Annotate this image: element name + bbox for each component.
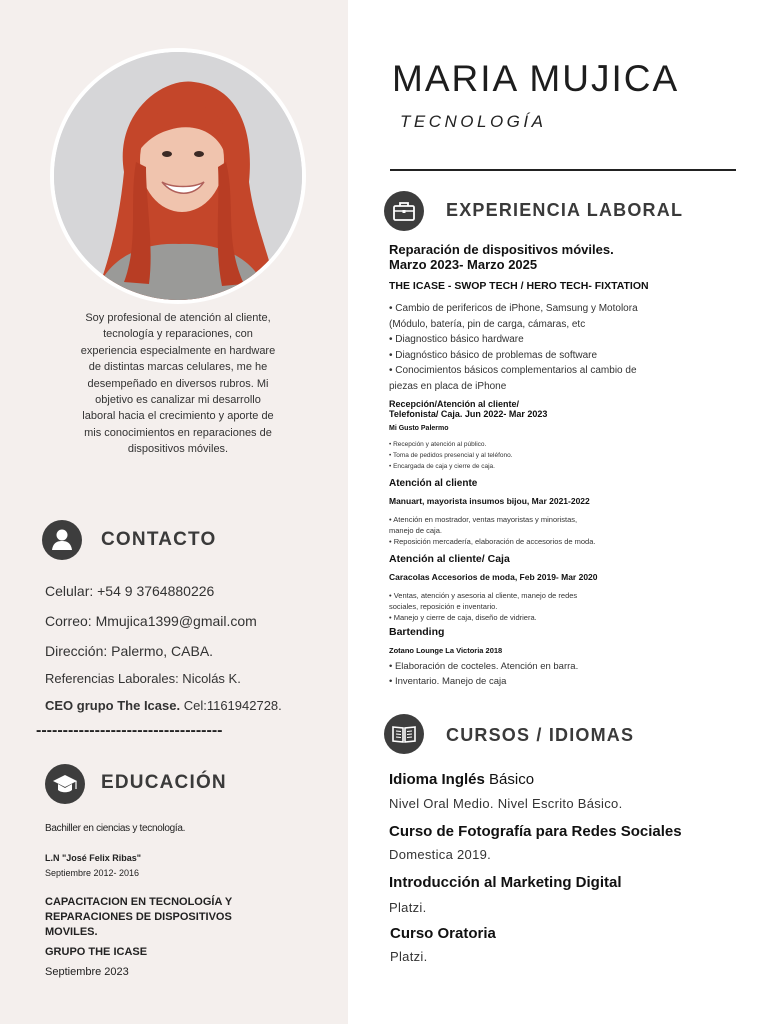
education-school: L.N "José Felix Ribas"	[45, 853, 142, 863]
education-school-dates: Septiembre 2012- 2016	[45, 868, 140, 878]
job1-bullet2: • Diagnostico básico hardware	[389, 334, 524, 345]
course3-title: Introducción al Marketing Digital	[389, 874, 622, 891]
course4-title: Curso Oratoria	[390, 925, 496, 942]
job3-bullet1-cont: manejo de caja.	[389, 526, 442, 535]
profile-photo	[50, 48, 306, 304]
job1-company: THE ICASE - SWOP TECH / HERO TECH- FIXTATION	[389, 280, 649, 292]
contact-ceo-phone: Cel:1161942728.	[180, 698, 282, 713]
user-icon	[42, 520, 82, 560]
job4-bullet1: • Ventas, atención y asesoria al cliente, manejo de redes	[389, 591, 578, 600]
job5-company: Zotano Lounge La Victoria 2018	[389, 646, 503, 655]
contact-address: Dirección: Palermo, CABA.	[45, 643, 214, 659]
education-training-date: Septiembre 2023	[45, 966, 129, 978]
job3-title: Atención al cliente	[389, 478, 478, 489]
education-training-org: GRUPO THE ICASE	[45, 946, 148, 958]
education-training-line3: MOVILES.	[45, 926, 98, 938]
contact-email[interactable]: Correo: Mmujica1399@gmail.com	[45, 613, 257, 629]
education-title: EDUCACIÓN	[101, 772, 227, 793]
job4-title: Atención al cliente/ Caja	[389, 553, 510, 565]
courses-title: CURSOS / IDIOMAS	[446, 725, 635, 745]
course2-title: Curso de Fotografía para Redes Sociales	[389, 823, 682, 840]
contact-divider: -----------------------------------	[36, 722, 223, 739]
job3-bullet1: • Atención en mostrador, ventas mayoristas y minoristas,	[389, 515, 578, 524]
profile-summary: Soy profesional de atención al cliente, tecnología y reparaciones, con experiencia especialmente en hardware de distintas marcas celulares, me he desempeñado en diversos rubros. Mi objetivo es canalizar mi desarrollo laboral hacia el crecimiento y aporte de mis conocimientos en reparaciones de dispositivos móviles.	[80, 312, 276, 456]
job1-bullet3: • Diagnóstico básico de problemas de software	[389, 350, 598, 361]
candidate-role: TECNOLOGÍA	[400, 112, 547, 131]
job1-bullet1: • Cambio de perifericos de iPhone, Samsung y Motolora	[389, 303, 638, 314]
job4-bullet1-cont: sociales, reposición e inventario.	[389, 602, 498, 611]
course4-subtitle: Platzi.	[390, 949, 428, 964]
course1-title-bold: Idioma Inglés	[389, 771, 485, 788]
job5-bullet1: • Elaboración de cocteles. Atención en barra.	[389, 661, 579, 672]
course1-subtitle: Nivel Oral Medio. Nivel Escrito Básico.	[389, 796, 623, 811]
experience-title: EXPERIENCIA LABORAL	[446, 200, 684, 220]
course1-title-level: Básico	[484, 771, 535, 788]
course2-subtitle: Domestica 2019.	[389, 847, 492, 862]
job1-bullet4: • Conocimientos básicos complementarios al cambio de	[389, 365, 637, 376]
job2-bullet1: • Recepción y atención al público.	[389, 441, 487, 448]
contact-references: Referencias Laborales: Nicolás K.	[45, 671, 241, 686]
job2-company: Mi Gusto Palermo	[389, 425, 449, 432]
job5-bullet2: • Inventario. Manejo de caja	[389, 676, 507, 687]
profile-photo-image	[54, 52, 302, 300]
job1-bullet1-cont: (Módulo, batería, pin de carga, cámaras, etc	[389, 319, 586, 330]
job1-title-line2: Marzo 2023- Marzo 2025	[389, 257, 538, 272]
job4-bullet2: • Manejo y cierre de caja, diseño de vidriera.	[389, 613, 537, 622]
header-divider	[390, 169, 736, 171]
job1-title-line1: Reparación de dispositivos móviles.	[389, 242, 614, 257]
person-portrait-icon	[54, 52, 302, 300]
candidate-name: MARIA MUJICA	[392, 58, 680, 99]
job1-bullet4-cont: piezas en placa de iPhone	[389, 381, 507, 392]
job3-company: Manuart, mayorista insumos bijou, Mar 2021-2022	[389, 496, 590, 506]
graduation-cap-icon	[45, 764, 85, 804]
education-degree: Bachiller en ciencias y tecnología.	[45, 823, 186, 834]
job4-company: Caracolas Accesorios de moda, Feb 2019- Mar 2020	[389, 572, 598, 582]
job2-bullet2: • Toma de pedidos presencial y al teléfono.	[389, 452, 513, 459]
education-training-line2: REPARACIONES DE DISPOSITIVOS	[45, 911, 232, 923]
contact-phone: Celular: +54 9 3764880226	[45, 583, 215, 599]
briefcase-icon	[384, 191, 424, 231]
job3-bullet2: • Reposición mercadería, elaboración de accesorios de moda.	[389, 537, 596, 546]
course1-title	[389, 771, 534, 788]
job2-bullet3: • Encargada de caja y cierre de caja.	[389, 463, 495, 470]
book-icon	[384, 714, 424, 754]
job2-title-line2: Telefonista/ Caja. Jun 2022- Mar 2023	[389, 409, 548, 419]
job2-title-line1: Recepción/Atención al cliente/	[389, 399, 520, 409]
contact-title: CONTACTO	[101, 529, 217, 550]
contact-ceo	[45, 698, 282, 713]
contact-ceo-name: CEO grupo The Icase.	[45, 698, 181, 713]
job5-title: Bartending	[389, 626, 445, 638]
course3-subtitle: Platzi.	[389, 900, 427, 915]
education-training-line1: CAPACITACION EN TECNOLOGÍA Y	[45, 896, 233, 908]
